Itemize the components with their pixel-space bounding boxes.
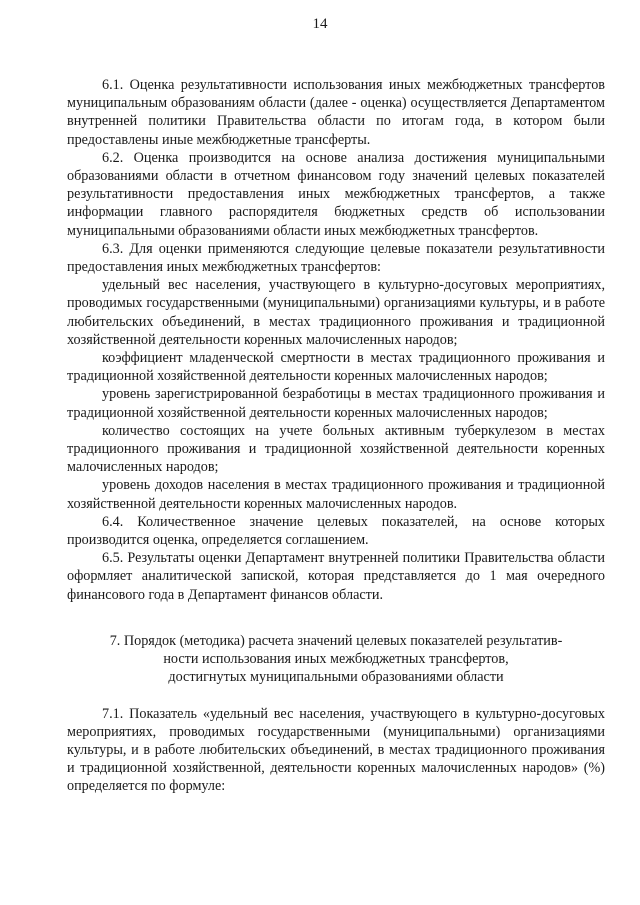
- indicator-item-unemployment: уровень зарегистрированной безработицы в местах традиционного проживания и традиционной хозяйственной деятельности коренных малочисленных народов;: [67, 386, 605, 421]
- paragraph-6-2: 6.2. Оценка производится на основе анализа достижения муниципальными образованиями области в отчетном финансовом году значений целевых показателей результативности предоставления иных межбюджетных трансфертов, а также информации главного распорядителя бюджетных средств об использовании муниципальными образованиями области иных межбюджетных трансфертов.: [67, 149, 605, 239]
- paragraph-6-5: 6.5. Результаты оценки Департамент внутренней политики Правительства области оформляет аналитической запиской, которая представляется до 1 мая очередного финансового года в Департамент финансов области.: [67, 550, 605, 603]
- paragraph-6-4: 6.4. Количественное значение целевых показателей, на основе которых производится оценка, определяется соглашением.: [67, 513, 605, 549]
- paragraph-7-1: 7.1. Показатель «удельный вес населения, участвующего в культурно-досуговых мероприятиях, проводимых государственными (муниципальными) организациями культуры, и в работе любительских объединений, в местах традиционного проживания и традиционной хозяйственной, деятельности коренных малочисленных народов» (%) определяется по формуле:: [67, 705, 605, 795]
- paragraph-6-3: 6.3. Для оценки применяются следующие целевые показатели результативности предоставления иных межбюджетных трансфертов:: [67, 240, 605, 276]
- section-7-heading-line-2: ности использования иных межбюджетных трансфертов,: [163, 651, 509, 668]
- section-7-heading-line-1: 7. Порядок (методика) расчета значений целевых показателей результатив-: [109, 632, 563, 649]
- indicator-item-income: уровень доходов населения в местах традиционного проживания и традиционной хозяйственной деятельности коренных малочисленных народов.: [67, 477, 605, 512]
- page-number: 14: [312, 16, 328, 32]
- indicator-item-infant-mortality: коэффициент младенческой смертности в местах традиционного проживания и традиционной хозяйственной деятельности коренных малочисленных народов;: [67, 350, 605, 385]
- indicator-item-cultural-participation: удельный вес населения, участвующего в культурно-досуговых мероприятиях, проводимых государственными (муниципальными) организациями культуры, и в работе любительских объединений, в местах традиционного проживания и традиционной хозяйственной деятельности коренных малочисленных народов;: [67, 277, 605, 348]
- document-body: [67, 76, 605, 796]
- paragraph-6-1: 6.1. Оценка результативности использования иных межбюджетных трансфертов муниципальным образованиям области (далее - оценка) осуществляется Департаментом внутренней политики Правительства области по итогам года, в котором были предоставлены иные межбюджетные трансферты.: [67, 77, 605, 148]
- section-7-heading: [67, 632, 605, 687]
- section-7-heading-line-3: достигнутых муниципальными образованиями области: [168, 669, 504, 686]
- indicator-item-tuberculosis: количество состоящих на учете больных активным туберкулезом в местах традиционного проживания и традиционной хозяйственной деятельности коренных малочисленных народов;: [67, 422, 605, 476]
